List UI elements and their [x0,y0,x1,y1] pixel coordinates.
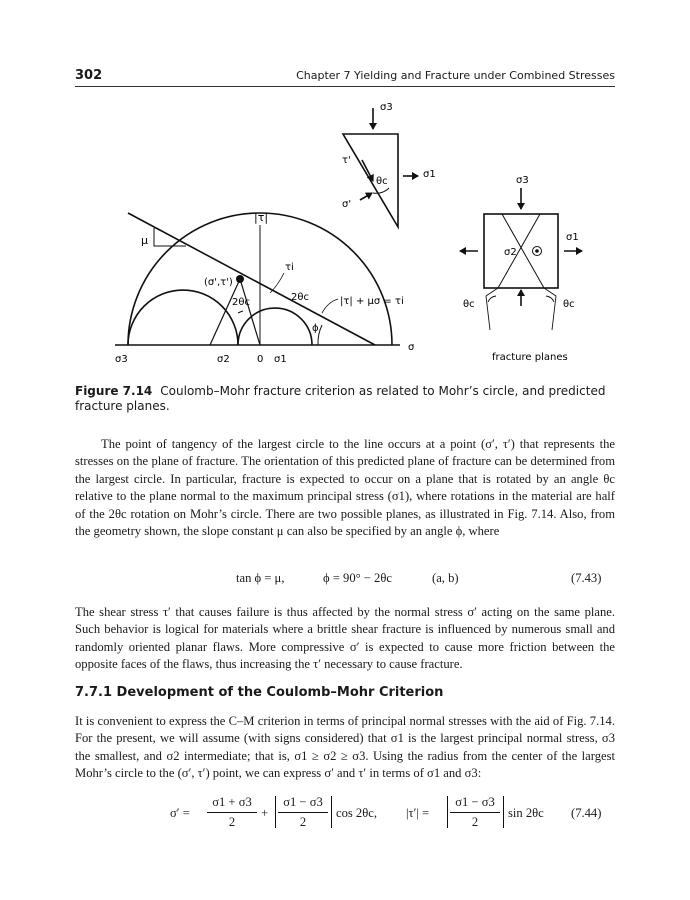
eq-7-43-ab: (a, b) [432,571,459,585]
mohr-diagram [115,213,400,345]
angle-arc-left [238,311,243,313]
fracture-planes-label: fracture planes [492,352,568,363]
eq-7-44-frac1-num: σ1 + σ3 [212,795,252,809]
eq-7-44-frac3-den: 2 [471,815,479,829]
eq-7-44-tau-lhs: |τ′| = [406,806,430,820]
eq-7-44-abs-left-2 [447,796,448,828]
sigma2-out-of-plane-dot [535,249,539,253]
paragraph-shear-stress: The shear stress τ′ that causes failure is thus affected by the normal stress σ′ acting on the same plane. Such behavior is logical for materials where a brittle shear fracture is influenced by numerous small and randomly oriented planar flaws. More compressive σ′ is expected to cause more friction between the opposite faces of the flaws, thus increasing the τ′ necessary to cause fracture. [75,605,615,672]
cube-theta-right-label: θc [563,299,575,310]
phi-label: ϕ [312,323,319,334]
mu-label: μ [141,234,148,247]
eq-7-44-frac2-num: σ1 − σ3 [283,795,323,809]
two-theta-right-label: 2θc [291,292,309,303]
wedge-tau-arrow [362,160,373,181]
fracture-line-right-down [544,288,556,330]
eq-7-44-abs-left-1 [275,796,276,828]
cube-sigma1-label: σ1 [566,232,579,243]
wedge-triangle [343,134,398,227]
paragraph-development: It is convenient to express the C–M criterion in terms of principal normal stresses with the aid of Fig. 7.14. For the present, we will assume (with signs considered) that σ1 is the largest principal normal stress, σ3 the smallest, and σ2 intermediate; that is, σ1 ≥ σ2 ≥ σ3. Using the radius from the center of the largest Mohr’s circle to the (σ′, τ′) point, we can express σ′ and τ′ in terms of σ1 and σ3: [75,714,615,781]
cube-sigma3-label: σ3 [516,175,529,186]
eq-7-43-number: (7.43) [571,571,602,585]
sigma3-axis-label: σ3 [115,354,128,365]
wedge-theta-label: θc [376,176,388,187]
slope-triangle [154,228,186,246]
figure-7-14 [0,0,690,380]
failure-line [128,213,375,345]
right-mohr-circle [238,308,312,345]
wedge-sigma3-label: σ3 [380,102,393,113]
tangent-point-dot [236,275,244,283]
wedge-element [343,108,418,227]
wedge-tau-prime-label: τ' [342,155,351,166]
section-heading-7-7-1: 7.7.1 Development of the Coulomb–Mohr Criterion [75,685,444,700]
eq-7-44-abs-right-2 [503,796,504,828]
wedge-sigma1-label: σ1 [423,169,436,180]
eq-7-44-frac1-den: 2 [228,815,236,829]
fracture-line-left-down [486,288,498,330]
radius-line-left [210,279,240,345]
eq-7-44-cos: cos 2θc, [336,806,378,820]
eq-7-44-sigma-lhs: σ′ = [170,806,190,820]
tau-i-label: τi [285,262,294,273]
figure-caption-text: Coulomb–Mohr fracture criterion as related to Mohr’s circle, and predicted fracture planes. [75,384,606,413]
wedge-sigma-prime-arrow [360,193,372,200]
cube-square [484,214,558,288]
eq-7-44-frac2-den: 2 [299,815,307,829]
page-number: 302 [75,68,103,83]
eq-7-43-tan: tan ϕ = μ, [236,571,285,585]
line-equation-label: |τ| + μσ = τi [340,296,404,307]
cube-sigma2-label: σ2 [504,247,517,258]
cube-theta-left-arc [488,296,496,302]
sigma-axis-label: σ [408,342,415,353]
sigma2-axis-label: σ2 [217,354,230,365]
left-mohr-circle [128,290,238,345]
zero-axis-label: 0 [257,354,264,365]
eq-7-44-plus: + [261,806,269,820]
two-theta-left-label: 2θc [232,297,250,308]
eq-7-44-frac1-bar [207,812,257,813]
cube-theta-left-label: θc [463,299,475,310]
running-head: Chapter 7 Yielding and Fracture under Combined Stresses [296,69,615,82]
eq-7-44-frac3-bar [450,812,500,813]
eq-7-44-abs-right-1 [331,796,332,828]
sigma1-axis-label: σ1 [274,354,287,365]
eq-7-44-number: (7.44) [571,806,602,820]
eq-7-44-sin: sin 2θc [508,806,544,820]
eq-7-44-frac3-num: σ1 − σ3 [455,795,495,809]
figure-caption [75,384,615,414]
equation-leader [322,299,338,313]
paragraph-tangency: The point of tangency of the largest circle to the line occurs at a point (σ′, τ′) that represents the stresses on the plane of fracture. The orientation of this predicted plane of fracture can be determined from the largest circle. In particular, fracture is expected to occur on a plane that is rotated by an angle θc relative to the plane normal to the maximum principal stress (σ1), where rotations in the material are half of the 2θc rotation on Mohr’s circle. There are two possible planes, as illustrated in Fig. 7.14. Also, from the geometry shown, the slope constant μ can also be specified by an angle ϕ, where [75,437,615,539]
eq-7-43-phi: ϕ = 90° − 2θc [323,571,392,585]
wedge-sigma-prime-label: σ' [342,199,352,210]
cube-theta-right-arc [546,296,554,302]
tau-axis-label: |τ| [254,211,269,224]
tangent-point-label: (σ',τ') [204,277,233,288]
figure-caption-label: Figure 7.14 [75,384,153,398]
eq-7-44-frac2-bar [278,812,328,813]
